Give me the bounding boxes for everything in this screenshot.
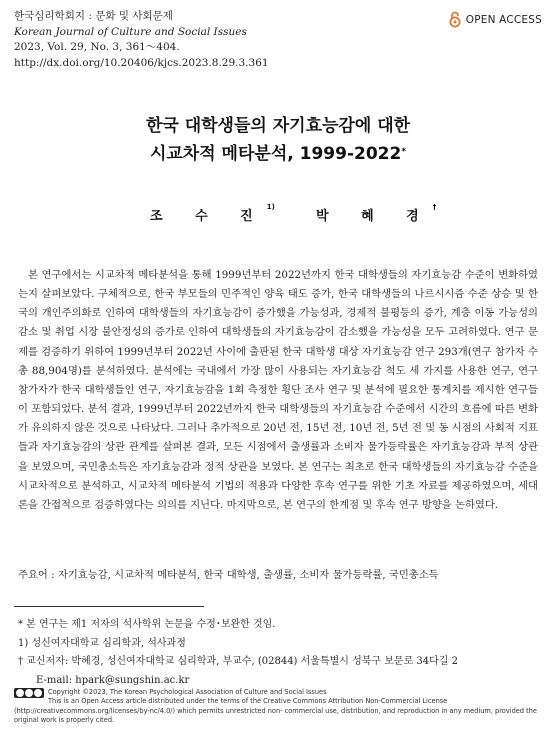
license-copyright: Copyright ©2023, The Korean Psychological Association of Culture and Social Issues bbox=[48, 688, 327, 696]
volume-info: 2023, Vol. 29, No. 3, 361～404. bbox=[14, 41, 180, 53]
footnotes bbox=[18, 616, 543, 690]
license-block bbox=[14, 688, 544, 726]
author-1-mark: 1) bbox=[266, 203, 275, 211]
author-1-name: 조 수 진 bbox=[150, 209, 267, 224]
journal-header bbox=[14, 9, 269, 71]
license-text-2: (http://creativecommons.org/licenses/by-nc/4.0/) which permits unrestricted non- commercial use, distribution, and reproduction in any medium, provided the original work is properly cited. bbox=[14, 706, 537, 725]
title-line-2: 시교차적 메타분석, 1999-2022 bbox=[149, 144, 402, 164]
author-2-mark: † bbox=[432, 203, 437, 211]
article-title bbox=[0, 112, 556, 168]
title-footnote-mark: * bbox=[401, 147, 407, 157]
license-text-1: This is an Open Access article distributed under the terms of the Creative Commons Attribution Non-Commercial License bbox=[48, 697, 448, 706]
footnote-corresponding: † 교신저자: 박혜경, 성신여자대학교 심리학과, 부교수, (02844) 서울특별시 성북구 보문로 34다길 2 bbox=[18, 656, 459, 667]
author-1 bbox=[150, 205, 275, 224]
title-line-1: 한국 대학생들의 자기효능감에 대한 bbox=[145, 116, 411, 136]
open-access-lock-icon bbox=[449, 11, 461, 28]
footnote-funding: * 본 연구는 제1 저자의 석사학위 논문을 수정･보완한 것임. bbox=[18, 619, 276, 630]
cc-by-nc-badge-icon bbox=[14, 688, 44, 698]
footnote-email[interactable]: E-mail: hpark@sungshin.ac.kr bbox=[36, 674, 190, 686]
journal-title-en: Korean Journal of Culture and Social Issues bbox=[14, 25, 247, 38]
abstract: 본 연구에서는 시교차적 메타분석을 통해 1999년부터 2022년까지 한국 대학생들의 자기효능감 수준이 변화하였는지 살펴보았다. 구체적으로, 한국 부모들의 민주적인 양육 태도 증가, 한국 대학생들의 나르시시즘 수준 상승 및 한국의 개인주의화로 인하여 대학생들의 자기효능감이 증가했을 가능성과, 경제적 불평등의 증가, 계층 이동 가능성의 감소 및 취업 시장 불안정성의 증가로 인하여 대학생들의 자기효능감이 감소했을 가능성을 모두 고려하였다. 연구 문제를 검증하기 위하여 1999년부터 2022년 사이에 출판된 한국 대학생 대상 자기효능감 연구 293개(연구 참가자 수 총 88,904명)를 분석하였다. 분석에는 국내에서 가장 많이 사용되는 자기효능감 척도 세 가지를 사용한 연구, 연구 참가자가 한국 대학생들인 연구, 자기효능감을 1회 측정한 횡단 조사 연구 및 분석에 필요한 통계치를 제시한 연구들이 포함되었다. 분석 결과, 1999년부터 2022년까지 한국 대학생들의 자기효능감 수준에서 시간의 흐름에 따른 변화가 유의하지 않은 것으로 나타났다. 그러나 추가적으로 20년 전, 15년 전, 10년 전, 5년 전 및 동 시점의 사회적 지표들과 자기효능감의 상관 관계를 살펴본 결과, 모든 시점에서 출생률과 소비자 물가등락률은 자기효능감과 부적 상관을 보였으며, 국민총소득은 자기효능감과 정적 상관을 보였다. 본 연구는 최초로 한국 대학생들의 자기효능감 수준을 시교차적으로 분석하고, 시교차적 메타분석 기법의 적용과 다양한 후속 연구를 위한 기초 자료를 제공하였으며, 세대론을 간접적으로 검증하였다는 의의를 지닌다. 마지막으로, 본 연구의 한계점 및 후속 연구 방향을 논하였다. bbox=[18, 269, 538, 511]
author-2 bbox=[316, 205, 436, 224]
footnote-divider bbox=[14, 606, 204, 607]
author-2-name: 박 혜 경 bbox=[316, 209, 433, 224]
footnote-affiliation: 1) 성신여자대학교 심리학과, 석사과정 bbox=[18, 637, 186, 649]
keywords-label: 주요어 : bbox=[18, 569, 55, 581]
open-access-badge bbox=[449, 11, 542, 28]
open-access-label: OPEN ACCESS bbox=[465, 13, 542, 26]
keywords bbox=[18, 566, 538, 581]
journal-title-kr: 한국심리학회지 : 문화 및 사회문제 bbox=[14, 10, 173, 22]
doi-link[interactable]: http://dx.doi.org/10.20406/kjcs.2023.8.29.3.361 bbox=[14, 56, 269, 69]
keywords-text: 자기효능감, 시교차적 메타분석, 한국 대학생, 출생률, 소비자 물가등락률, 국민총소득 bbox=[57, 569, 439, 581]
